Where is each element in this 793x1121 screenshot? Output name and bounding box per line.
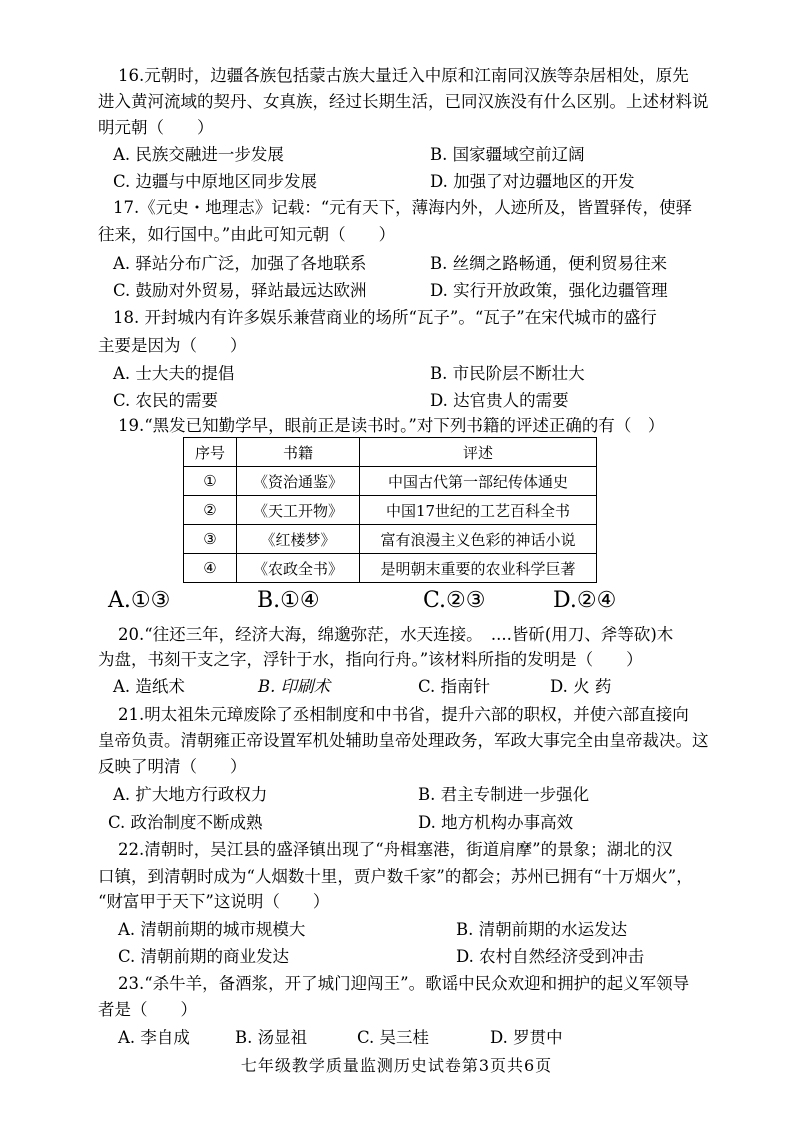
table-cell: 中国17世纪的工艺百科全书	[360, 496, 597, 525]
table-cell: ④	[184, 554, 237, 583]
table-cell: 富有浪漫主义色彩的神话小说	[360, 525, 597, 554]
q17-option-c: C. 鼓励对外贸易，驿站最远达欧洲	[113, 281, 367, 300]
table-header: 书籍	[237, 438, 360, 467]
q19-option-c: C.②③	[423, 588, 486, 613]
page-footer: 七年级教学质量监测历史试卷第3页共6页	[240, 1056, 553, 1075]
table-row	[184, 467, 597, 496]
q22-line-2: 口镇，到清朝时成为“人烟数十里，贾户数千家”的都会；苏州已拥有“十万烟火”，	[98, 867, 693, 886]
q18-option-c: C. 农民的需要	[113, 391, 219, 410]
q22-line-3: “财富甲于天下”这说明（ ）	[98, 892, 330, 911]
q19-option-d: D.②④	[553, 588, 617, 613]
q16-option-b: B. 国家疆域空前辽阔	[430, 145, 585, 164]
q18-line-2: 主要是因为（ ）	[98, 336, 247, 355]
table-header: 评述	[360, 438, 597, 467]
q18-option-a: A. 士大夫的提倡	[113, 364, 235, 383]
q21-line-1: 21.明太祖朱元璋废除了丞相制度和中书省，提升六部的职权，并使六部直接向	[118, 705, 689, 724]
q21-option-c: C. 政治制度不断成熟	[108, 813, 263, 832]
q16-line-3: 明元朝（ ）	[98, 118, 214, 137]
q17-line-1: 17.《元史・地理志》记载：“元有天下，薄海内外，人迹所及，皆置驿传，使驿	[113, 198, 693, 217]
table-row	[184, 525, 597, 554]
q16-option-a: A. 民族交融进一步发展	[113, 145, 284, 164]
q22-option-b: B. 清朝前期的水运发达	[456, 920, 628, 939]
table-cell: ①	[184, 467, 237, 496]
q20-option-a: A. 造纸术	[113, 677, 185, 696]
q19-option-b: B.①④	[257, 588, 320, 613]
table-header: 序号	[184, 438, 237, 467]
table-cell: 中国古代第一部纪传体通史	[360, 467, 597, 496]
table-cell: 《农政全书》	[237, 554, 360, 583]
q23-option-b: B. 汤显祖	[235, 1028, 308, 1047]
q20-option-d: D. 火 药	[550, 677, 612, 696]
q18-option-d: D. 达官贵人的需要	[430, 391, 569, 410]
q17-option-a: A. 驿站分布广泛，加强了各地联系	[113, 254, 367, 273]
q20-option-c: C. 指南针	[418, 677, 491, 696]
q20-line-1: 20.“往还三年，经济大海，绵邈弥茫，水天连接。 ....皆斫(用刀、斧等砍)木	[118, 625, 674, 644]
q23-option-d: D. 罗贯中	[490, 1028, 563, 1047]
books-table	[183, 437, 597, 583]
table-row	[184, 496, 597, 525]
q17-option-b: B. 丝绸之路畅通，便利贸易往来	[430, 254, 668, 273]
q18-option-b: B. 市民阶层不断壮大	[430, 364, 585, 383]
q22-option-d: D. 农村自然经济受到冲击	[456, 947, 645, 966]
q21-line-2: 皇帝负责。清朝雍正帝设置军机处辅助皇帝处理政务，军政大事完全由皇帝裁决。这	[98, 731, 709, 750]
table-cell: 《天工开物》	[237, 496, 360, 525]
table-header-row	[184, 438, 597, 467]
q23-line-1: 23.“杀牛羊，备酒浆，开了城门迎闯王”。歌谣中民众欢迎和拥护的起义军领导	[118, 974, 690, 993]
q19-line-1: 19.“黑发已知勤学早，眼前正是读书时。”对下列书籍的评述正确的有（ ）	[118, 416, 665, 435]
q18-line-1: 18. 开封城内有许多娱乐兼营商业的场所“瓦子”。“瓦子”在宋代城市的盛行	[113, 308, 657, 327]
q21-line-3: 反映了明清（ ）	[98, 757, 247, 776]
q22-option-a: A. 清朝前期的城市规模大	[118, 920, 306, 939]
q23-option-a: A. 李自成	[118, 1028, 190, 1047]
q16-option-d: D. 加强了对边疆地区的开发	[430, 172, 635, 191]
table-cell: 《红楼梦》	[237, 525, 360, 554]
q23-option-c: C. 吴三桂	[357, 1028, 430, 1047]
q21-option-d: D. 地方机构办事高效	[418, 813, 574, 832]
q16-option-c: C. 边疆与中原地区同步发展	[113, 172, 318, 191]
table-row	[184, 554, 597, 583]
q17-line-2: 往来，如行国中。”由此可知元朝（ ）	[98, 225, 396, 244]
q21-option-b: B. 君主专制进一步强化	[418, 785, 590, 804]
table-cell: ②	[184, 496, 237, 525]
q19-option-a: A.①③	[108, 588, 171, 613]
q20-option-b: B. 印刷术	[258, 677, 331, 696]
q20-line-2: 为盘，书刻干支之字，浮针于水，指向行舟。”该材料所指的发明是（ ）	[98, 650, 643, 669]
q22-option-c: C. 清朝前期的商业发达	[118, 947, 290, 966]
table-cell: 是明朝末重要的农业科学巨著	[360, 554, 597, 583]
q23-line-2: 者是（ ）	[98, 1000, 197, 1019]
q16-line-1: 16.元朝时，边疆各族包括蒙古族大量迁入中原和江南同汉族等杂居相处，原先	[118, 66, 689, 85]
q16-line-2: 进入黄河流域的契丹、女真族，经过长期生活，已同汉族没有什么区别。上述材料说	[98, 92, 709, 111]
q17-option-d: D. 实行开放政策，强化边疆管理	[430, 281, 668, 300]
q21-option-a: A. 扩大地方行政权力	[113, 785, 268, 804]
q22-line-1: 22.清朝时，吴江县的盛泽镇出现了“舟楫塞港，街道肩摩”的景象；湖北的汉	[118, 840, 673, 859]
table-cell: 《资治通鉴》	[237, 467, 360, 496]
table-cell: ③	[184, 525, 237, 554]
